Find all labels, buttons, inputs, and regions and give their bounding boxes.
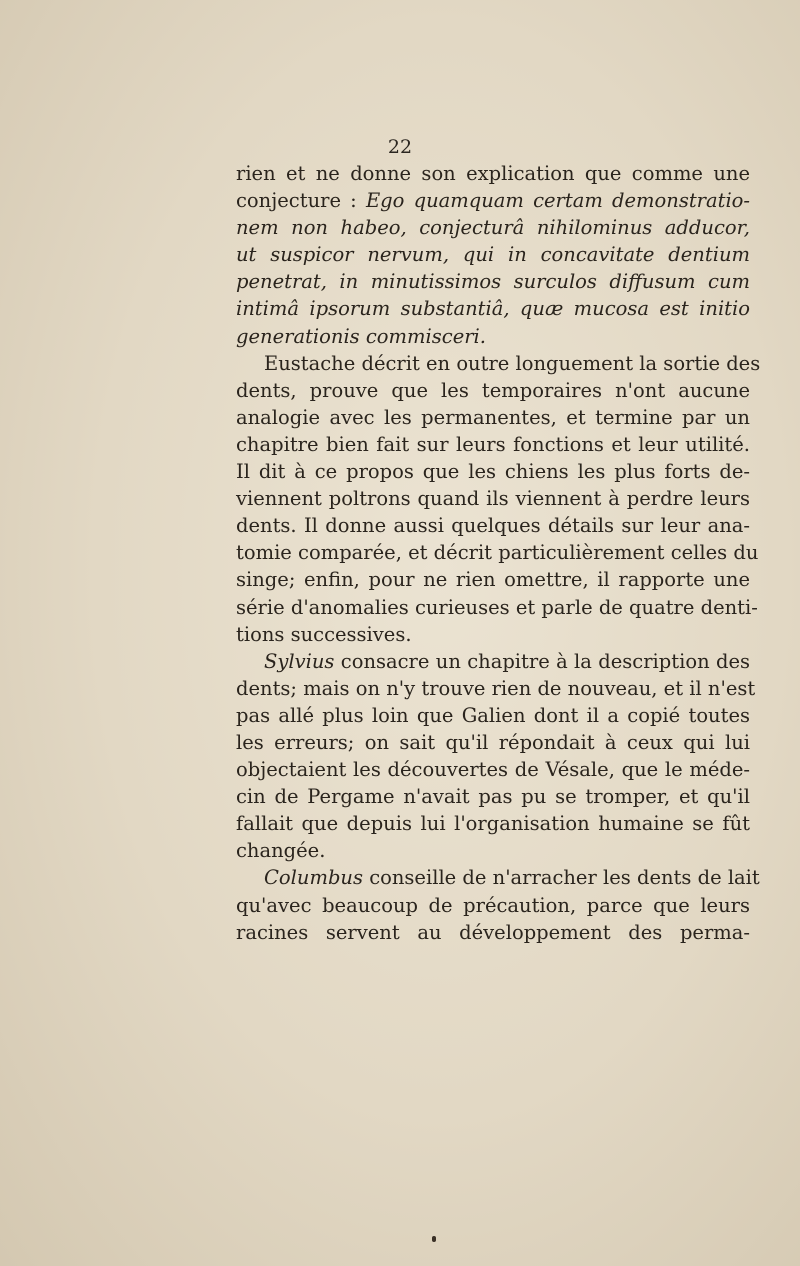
text-line [236,756,750,783]
italic-text: nem non habeo, conjecturâ nihilominus adducor, [236,216,750,240]
text-line [236,241,750,268]
text-line [236,810,750,837]
text-line [236,675,756,702]
italic-text: Ego quamquam certam demonstratio- [365,189,751,213]
ink-mark [432,1236,436,1242]
text-segment: racines servent au développement des perma- [236,920,750,944]
text-segment: pas allé plus loin que Galien dont il a copié toutes [236,703,750,727]
text-segment: tions successives. [236,622,412,646]
text-segment: dents. Il donne aussi quelques détails sur leur ana- [236,514,750,538]
text-line [236,431,750,458]
text-line [236,512,750,539]
text-line [236,783,750,810]
text-segment: consacre un chapitre à la description des [334,649,750,673]
text-line [236,404,750,431]
text-segment: analogie avec les permanentes, et termine par un [236,405,750,429]
text-line [236,702,750,729]
italic-text: penetrat, in minutissimos surculos diffusum cum [236,270,750,294]
text-line [236,594,758,621]
text-line [236,323,750,350]
text-segment: singe; enfin, pour ne rien omettre, il rapporte une [236,568,750,592]
italic-text: intimâ ipsorum substantiâ, quæ mucosa est initio [236,297,750,321]
text-segment: conjecture : [236,189,366,213]
text-line [236,648,750,675]
text-line [236,485,750,512]
text-segment: les erreurs; on sait qu'il répondait à ceux qui lui [236,730,750,754]
italic-text: Columbus [264,866,363,890]
text-line [236,377,750,404]
text-segment: fallait que depuis lui l'organisation humaine se fût [236,812,750,836]
page-number: 22 [387,136,413,158]
text-segment: cin de Pergame n'avait pas pu se tromper, et qu'il [236,785,750,809]
text-line [236,539,759,566]
text-line [236,892,750,919]
italic-text: Sylvius [264,649,335,673]
text-segment: dents, prouve que les temporaires n'ont aucune [236,378,750,402]
text-line [236,837,750,864]
italic-text: generationis commisceri. [236,324,486,348]
text-segment: qu'avec beaucoup de précaution, parce que leurs [236,893,750,917]
text-segment: viennent poltrons quand ils viennent à perdre leurs [236,487,750,511]
text-line [236,187,750,214]
text-segment: chapitre bien fait sur leurs fonctions et leur utilité. [236,432,750,456]
text-line [236,621,750,648]
text-segment: dents; mais on n'y trouve rien de nouveau, et il n'est [236,676,756,700]
text-line [236,864,760,891]
text-line [236,214,750,241]
text-segment: rien et ne donne son explication que comme une [236,162,750,185]
text-line [236,350,761,377]
text-line [236,268,750,295]
text-segment: conseille de n'arracher les dents de lait [363,866,760,890]
text-segment: Eustache décrit en outre longuement la sortie des [264,351,761,375]
text-segment: changée. [236,839,326,863]
italic-text: ut suspicor nervum, qui in concavitate dentium [236,243,750,267]
text-line [236,729,750,756]
text-line [236,458,750,485]
text-segment: tomie comparée, et décrit particulièrement celles du [236,541,759,565]
text-segment: Il dit à ce propos que les chiens les plus forts de- [236,460,750,484]
text-segment: série d'anomalies curieuses et parle de quatre denti- [236,595,758,619]
text-line [236,919,750,946]
text-line [236,295,750,322]
text-segment: objectaient les découvertes de Vésale, que le méde- [236,758,750,782]
text-line [236,566,750,593]
text-line [236,160,750,187]
body-text [236,160,761,946]
